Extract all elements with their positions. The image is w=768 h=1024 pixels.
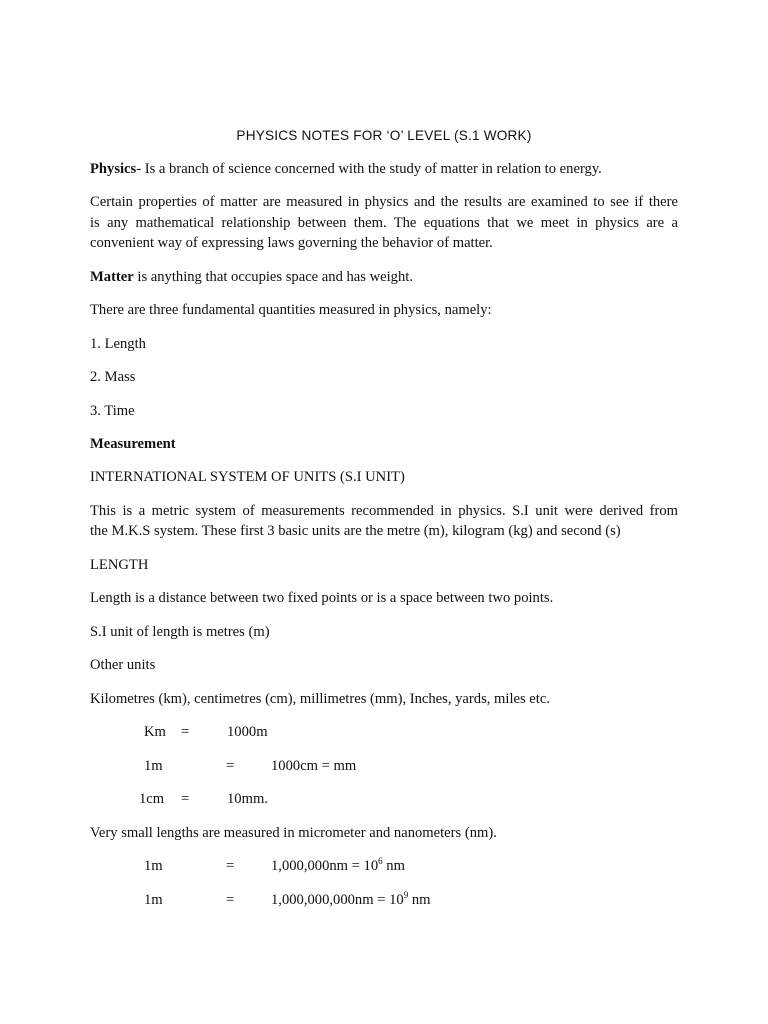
conversion-right: 1000cm = mm [271, 758, 357, 774]
matter-term: Matter [90, 269, 134, 285]
length-si-unit: S.I unit of length is metres (m) [90, 624, 270, 640]
quantity-item: 1. Length [90, 336, 146, 352]
conversion-left: 1m [144, 758, 163, 774]
small-lengths-text: Very small lengths are measured in micrometer and nanometers (nm). [90, 825, 497, 841]
conversion-right [271, 891, 430, 909]
conversion-equals: = [226, 858, 235, 874]
conversion-equals: = [226, 892, 235, 908]
matter-definition [90, 268, 413, 286]
conversion-equals: = [226, 758, 235, 774]
measurement-heading [90, 435, 176, 453]
conversion-right [271, 857, 405, 875]
quantities-intro: There are three fundamental quantities measured in physics, namely: [90, 302, 492, 318]
properties-paragraph-line-2: is any mathematical relationship between them. The equations that we meet in physics are a [90, 215, 678, 231]
other-units-label: Other units [90, 657, 156, 673]
si-heading: INTERNATIONAL SYSTEM OF UNITS (S.I UNIT) [90, 469, 405, 485]
conversion-equals: = [181, 791, 190, 807]
si-paragraph-line-1: This is a metric system of measurements recommended in physics. S.I unit were derived from [90, 503, 678, 519]
properties-paragraph-line-1: Certain properties of matter are measured in physics and the results are examined to see if there [90, 194, 678, 210]
conversion-equals: = [181, 724, 190, 740]
matter-definition-text: is anything that occupies space and has weight. [133, 269, 413, 285]
conversion-right: 1000m [227, 724, 268, 740]
physics-term: Physics [90, 161, 137, 177]
physics-definition-text: - Is a branch of science concerned with the study of matter in relation to energy. [136, 161, 602, 177]
conversion-right: 10mm. [227, 791, 268, 807]
page-title: PHYSICS NOTES FOR ‘O’ LEVEL (S.1 WORK) [236, 128, 532, 143]
conversion-left: 1m [144, 858, 163, 874]
conversion-exponent: 6 [378, 856, 383, 866]
conversion-left: 1cm [139, 791, 165, 807]
conversion-exponent: 9 [403, 890, 409, 900]
conversion-value: 1,000,000,000nm = 10 [271, 892, 404, 908]
properties-paragraph-line-3: convenient way of expressing laws governing the behavior of matter. [90, 235, 493, 251]
conversion-left: 1m [144, 892, 163, 908]
conversion-unit: nm [382, 858, 405, 874]
length-heading: LENGTH [90, 557, 149, 573]
conversion-value: 1,000,000nm = 10 [271, 858, 379, 874]
quantity-item: 2. Mass [90, 369, 136, 385]
other-units-list: Kilometres (km), centimetres (cm), millimetres (mm), Inches, yards, miles etc. [90, 691, 550, 707]
si-paragraph-line-2: the M.K.S system. These first 3 basic units are the metre (m), kilogram (kg) and second (s) [90, 523, 621, 539]
quantity-item: 3. Time [90, 403, 135, 419]
physics-definition [90, 160, 602, 178]
measurement-heading-text: Measurement [90, 436, 176, 452]
conversion-left: Km [144, 724, 166, 740]
conversion-unit: nm [408, 892, 431, 908]
length-definition: Length is a distance between two fixed points or is a space between two points. [90, 590, 554, 606]
